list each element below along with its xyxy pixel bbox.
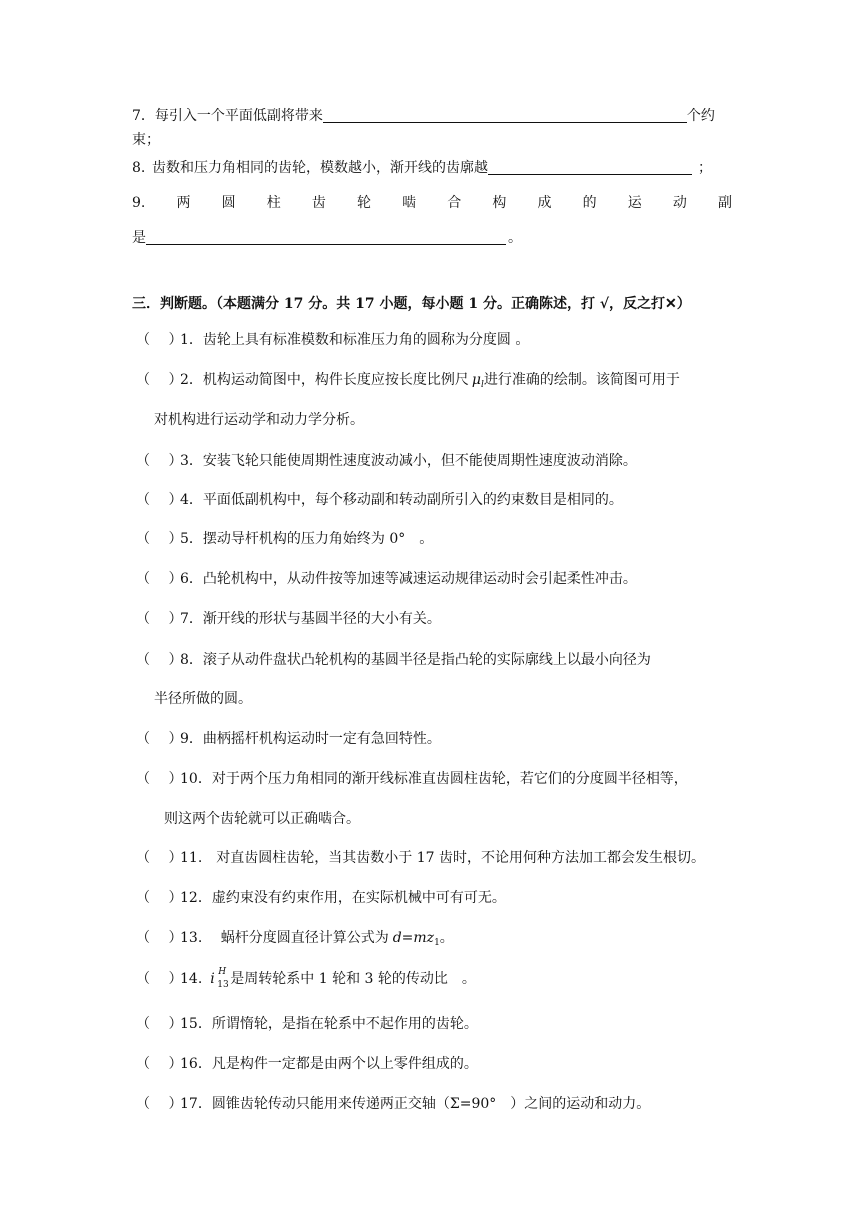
q7-continuation: 束； (132, 132, 160, 148)
item-text: 5．摆动导杆机构的压力角始终为 0° 。 (180, 531, 434, 547)
answer-paren[interactable]: （ ） (136, 890, 183, 906)
ratio-i13H-symbol (208, 969, 230, 989)
q8-number: 8. (132, 160, 146, 176)
item-text: 16．凡是构件一定都是由两个以上零件组成的。 (180, 1056, 478, 1072)
judge-item-8-cont: 半径所做的圆。 (154, 691, 252, 707)
judge-item-6 (136, 569, 637, 589)
item-text: 12．虚约束没有约束作用，在实际机械中可有可无。 (180, 890, 506, 906)
item-text: 15．所谓惰轮，是指在轮系中不起作用的齿轮。 (180, 1016, 478, 1032)
q9-char: 的 (582, 195, 597, 211)
item-text: 9．曲柄摇杆机构运动时一定有急回特性。 (180, 731, 441, 747)
item-text: 。 (439, 930, 454, 946)
item-text: 8．滚子从动件盘状凸轮机构的基圆半径是指凸轮的实际廓线上以最小向径为 (180, 652, 651, 668)
q8-answer-blank[interactable] (488, 160, 692, 175)
q9-char: 成 (537, 195, 552, 211)
section3-title: 三．判断题。（本题满分 17 分。共 17 小题，每小题 1 分。正确陈述，打 √，反之打✕） (132, 296, 691, 312)
answer-paren[interactable]: （ ） (136, 531, 183, 547)
answer-paren[interactable]: （ ） (136, 1056, 183, 1072)
ratio-symbol-i: i (210, 971, 215, 987)
q7-line (132, 106, 715, 126)
formula-d-mz: d=mz (392, 930, 435, 946)
item-text: 13. 蜗杆分度圆直径计算公式为 (180, 930, 389, 946)
formula-subscript: 1 (434, 938, 440, 948)
item-text: 6．凸轮机构中，从动件按等加速等减速运动规律运动时会引起柔性冲击。 (180, 571, 637, 587)
q9-char: 构 (492, 195, 507, 211)
q8-tail: ； (698, 160, 712, 176)
q9-char: 圆 (221, 195, 236, 211)
q9-char: 动 (672, 195, 687, 211)
item-text: 是周转轮系中 1 轮和 3 轮的传动比 。 (230, 971, 476, 987)
item-number: 14. (180, 971, 203, 987)
answer-paren[interactable]: （ ） (136, 731, 183, 747)
answer-paren[interactable]: （ ） (136, 850, 183, 866)
q9-char: 轮 (356, 195, 371, 211)
item-text: 7．渐开线的形状与基圆半径的大小有关。 (180, 611, 441, 627)
ratio-superscript: H (218, 967, 227, 977)
ratio-subscript: 13 (217, 980, 229, 990)
judge-item-2-cont: 对机构进行运动学和动力学分析。 (154, 412, 364, 428)
judge-item-5 (136, 529, 433, 549)
item-text: 进行准确的绘制。该简图可用于 (483, 372, 680, 388)
answer-paren[interactable]: （ ） (136, 771, 183, 787)
item-text: 1．齿轮上具有标准模数和标准压力角的圆称为分度圆 。 (180, 332, 530, 348)
judge-item-14 (136, 969, 476, 989)
judge-item-17 (136, 1094, 650, 1114)
item-text: 3．安装飞轮只能使周期性速度波动减小，但不能使周期性速度波动消除。 (180, 453, 637, 469)
answer-paren[interactable]: （ ） (136, 930, 183, 946)
q8-line (132, 158, 712, 178)
judge-item-16 (136, 1054, 478, 1074)
judge-item-10-cont: 则这两个齿轮就可以正确啮合。 (164, 811, 360, 827)
answer-paren[interactable]: （ ） (136, 1096, 183, 1112)
judge-item-4 (136, 490, 623, 510)
q9-tail: 。 (508, 230, 522, 246)
judge-item-7 (136, 609, 441, 629)
q9-char: 副 (717, 195, 732, 211)
judge-item-12 (136, 888, 506, 908)
answer-paren[interactable]: （ ） (136, 372, 183, 388)
q9-char: 两 (176, 195, 191, 211)
item-text: 10．对于两个压力角相同的渐开线标准直齿圆柱齿轮，若它们的分度圆半径相等， (180, 771, 688, 787)
judge-item-11 (136, 848, 705, 868)
q8-text: 齿数和压力角相同的齿轮，模数越小，渐开线的齿廓越 (152, 160, 488, 176)
mu-symbol: μ (471, 372, 482, 388)
judge-item-10 (136, 769, 688, 789)
item-text: 4．平面低副机构中，每个移动副和转动副所引入的约束数目是相同的。 (180, 492, 623, 508)
q9-answer-blank[interactable] (146, 230, 506, 245)
q7-answer-blank[interactable] (323, 108, 687, 123)
q7-text: 每引入一个平面低副将带来 (154, 108, 323, 124)
answer-paren[interactable]: （ ） (136, 971, 183, 987)
judge-item-8 (136, 650, 651, 670)
q9-char: 齿 (311, 195, 326, 211)
answer-paren[interactable]: （ ） (136, 1016, 183, 1032)
q9-continuation-line (132, 228, 522, 248)
q9-char: 合 (447, 195, 462, 211)
answer-paren[interactable]: （ ） (136, 611, 183, 627)
item-text: 17．圆锥齿轮传动只能用来传递两正交轴（Σ=90° ）之间的运动和动力。 (180, 1096, 651, 1112)
q7-tail: 个约 (686, 108, 715, 124)
q9-char: 柱 (266, 195, 281, 211)
answer-paren[interactable]: （ ） (136, 332, 183, 348)
item-text: 2．机构运动简图中，构件长度应按长度比例尺 (180, 372, 469, 388)
answer-paren[interactable]: （ ） (136, 652, 183, 668)
q9-char: 啮 (402, 195, 417, 211)
answer-paren[interactable]: （ ） (136, 453, 183, 469)
item-text: 11. 对直齿圆柱齿轮，当其齿数小于 17 齿时，不论用何种方法加工都会发生根切。 (180, 850, 705, 866)
mu-subscript: l (481, 380, 484, 390)
judge-item-2 (136, 370, 680, 395)
q7-number: 7． (132, 108, 155, 124)
judge-item-15 (136, 1014, 478, 1034)
judge-item-3 (136, 451, 637, 471)
q9-char: 运 (627, 195, 642, 211)
q9-number: 9. (132, 195, 146, 211)
q9-continuation: 是 (132, 230, 146, 246)
judge-item-13 (136, 928, 454, 953)
answer-paren[interactable]: （ ） (136, 571, 183, 587)
q9-line (132, 193, 732, 213)
judge-item-9 (136, 729, 441, 749)
judge-item-1 (136, 330, 529, 350)
answer-paren[interactable]: （ ） (136, 492, 183, 508)
